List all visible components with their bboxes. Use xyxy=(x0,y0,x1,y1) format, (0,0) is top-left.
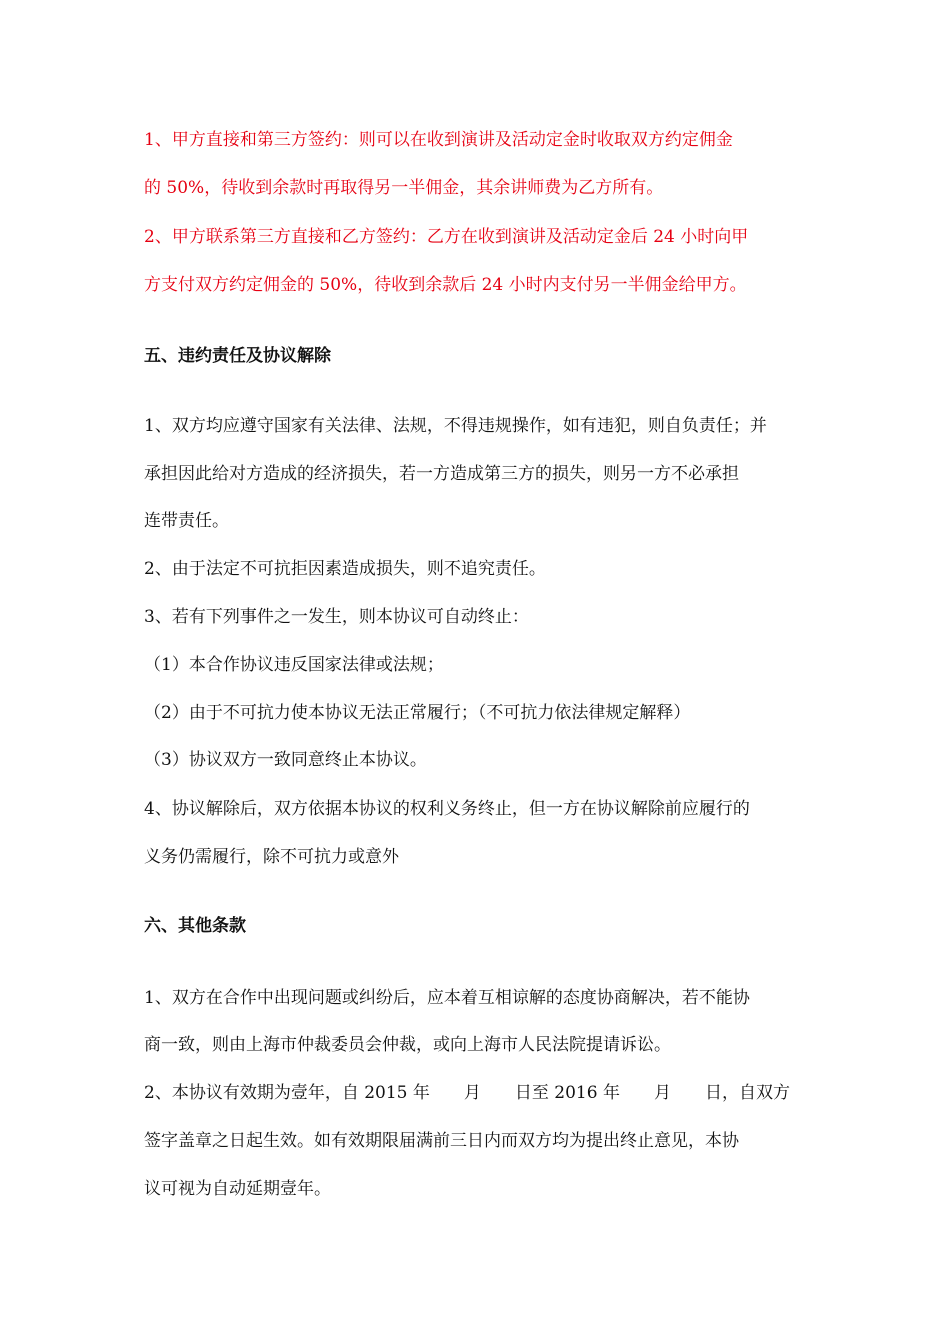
commission-clause-1-line-2: 的 50%，待收到余款时再取得另一半佣金，其余讲师费为乙方所有。 xyxy=(144,178,664,198)
commission-clause-1-line-1: 1、甲方直接和第三方签约：则可以在收到演讲及活动定金时收取双方约定佣金 xyxy=(144,130,733,150)
other-clause-1-line-2: 商一致，则由上海市仲裁委员会仲裁，或向上海市人民法院提请诉讼。 xyxy=(144,1035,671,1055)
other-clause-2-line-2: 签字盖章之日起生效。如有效期限届满前三日内而双方均为提出终止意见，本协 xyxy=(144,1131,739,1151)
section-heading-breach-termination: 五、违约责任及协议解除 xyxy=(144,346,331,366)
breach-clause-3: 3、若有下列事件之一发生，则本协议可自动终止： xyxy=(144,607,529,627)
termination-item-1: （1）本合作协议违反国家法律或法规； xyxy=(144,655,444,675)
termination-item-2: （2）由于不可抗力使本协议无法正常履行；（不可抗力依法律规定解释） xyxy=(144,703,691,723)
termination-item-3: （3）协议双方一致同意终止本协议。 xyxy=(144,750,427,770)
breach-clause-4-line-1: 4、协议解除后，双方依据本协议的权利义务终止，但一方在协议解除前应履行的 xyxy=(144,799,750,819)
other-clause-1-line-1: 1、双方在合作中出现问题或纠纷后，应本着互相谅解的态度协商解决，若不能协 xyxy=(144,988,750,1008)
commission-clause-2-line-2: 方支付双方约定佣金的 50%，待收到余款后 24 小时内支付另一半佣金给甲方。 xyxy=(144,275,747,295)
breach-clause-1-line-3: 连带责任。 xyxy=(144,511,229,531)
breach-clause-1-line-2: 承担因此给对方造成的经济损失，若一方造成第三方的损失，则另一方不必承担 xyxy=(144,464,739,484)
breach-clause-2: 2、由于法定不可抗拒因素造成损失，则不追究责任。 xyxy=(144,559,546,579)
other-clause-2-line-3: 议可视为自动延期壹年。 xyxy=(144,1179,331,1199)
breach-clause-1-line-1: 1、双方均应遵守国家有关法律、法规，不得违规操作，如有违犯，则自负责任；并 xyxy=(144,416,767,436)
breach-clause-4-line-2: 义务仍需履行，除不可抗力或意外 xyxy=(144,847,399,867)
section-heading-other-terms: 六、其他条款 xyxy=(144,916,246,936)
other-clause-2-line-1: 2、本协议有效期为壹年，自 2015 年 月 日至 2016 年 月 日，自双方 xyxy=(144,1083,790,1103)
commission-clause-2-line-1: 2、甲方联系第三方直接和乙方签约：乙方在收到演讲及活动定金后 24 小时向甲 xyxy=(144,227,749,247)
